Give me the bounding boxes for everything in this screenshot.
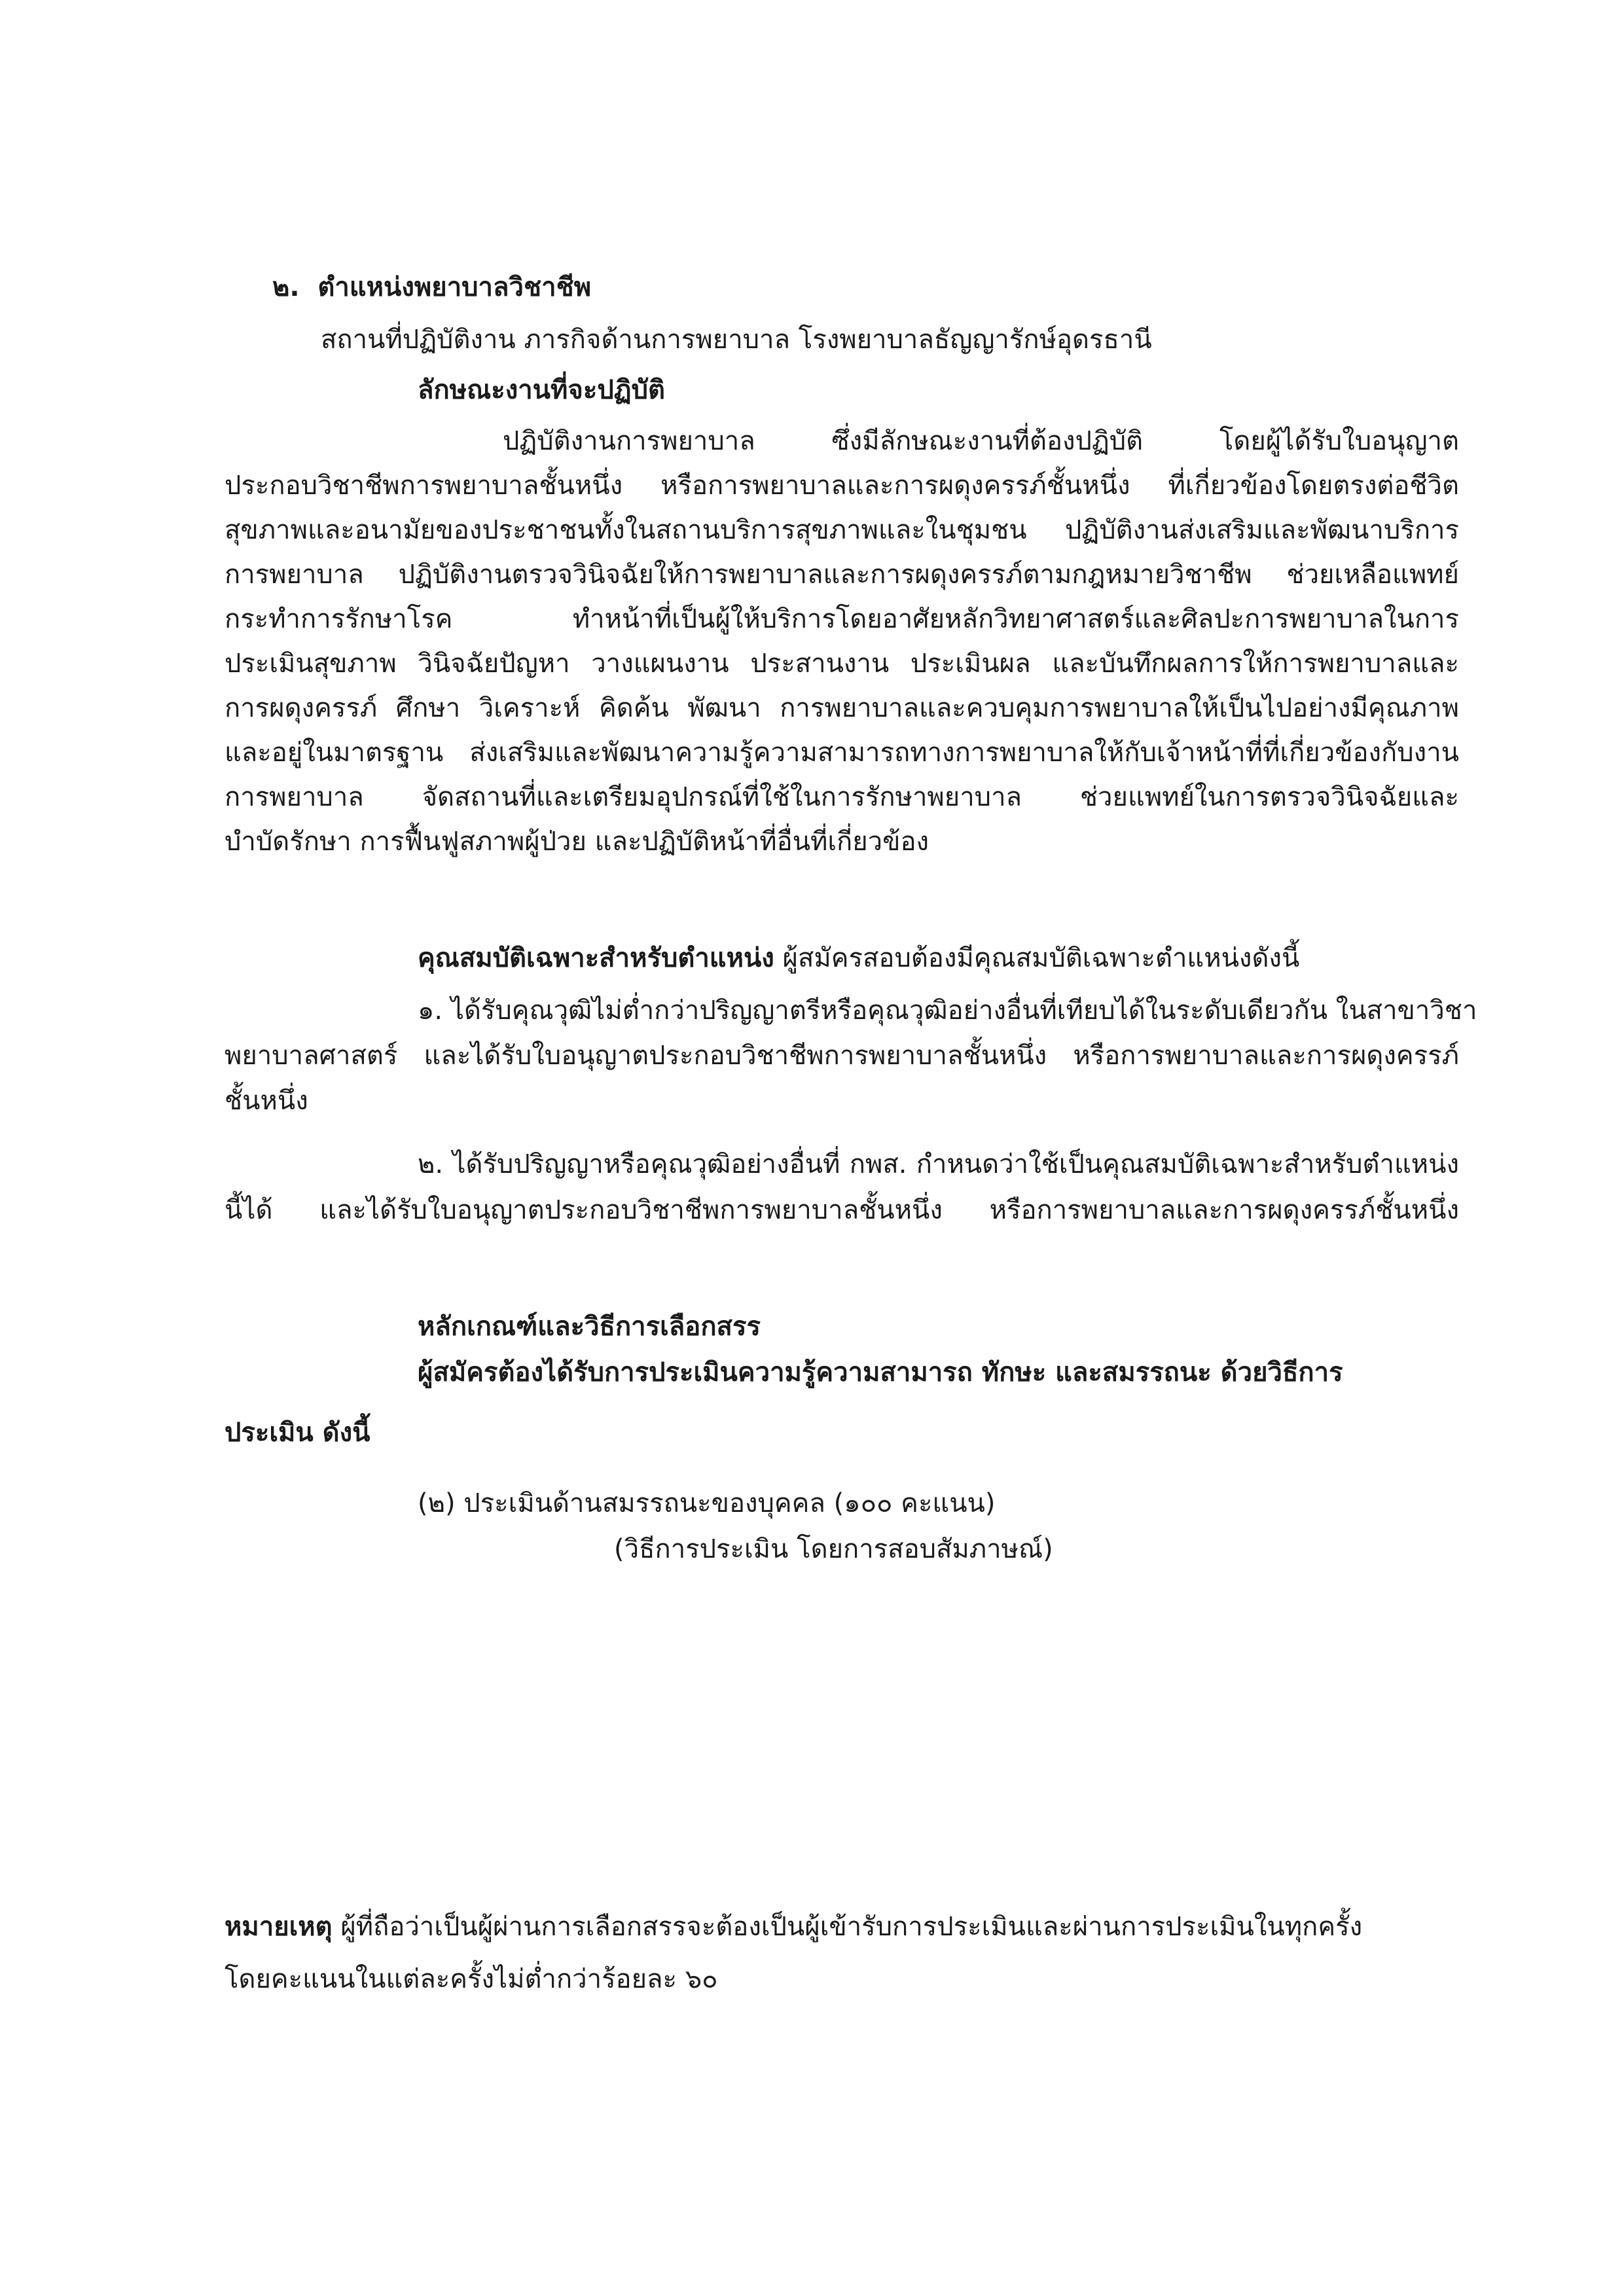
qualification-1-line: ๑. ได้รับคุณวุฒิไม่ต่ำกว่าปริญญาตรีหรือคุณวุฒิอย่างอื่นที่เทียบได้ในระดับเดียวกัน ในสาขาวิชา bbox=[418, 996, 1477, 1026]
assessment-method: (วิธีการประเมิน โดยการสอบสัมภาษณ์) bbox=[614, 1534, 1053, 1564]
job-description-heading: ลักษณะงานที่จะปฏิบัติ bbox=[418, 375, 665, 405]
selection-intro-continued: ประเมิน ดังนี้ bbox=[225, 1418, 370, 1448]
note-line bbox=[225, 1908, 1362, 1946]
section-number: ๒. bbox=[272, 272, 300, 302]
job-description-line: การผดุงครรภ์ ศึกษา วิเคราะห์ คิดค้น พัฒนา การพยาบาลและควบคุมการพยาบาลให้เป็นไปอย่างมีคุณภาพ bbox=[225, 693, 1459, 723]
note-label: หมายเหตุ bbox=[225, 1912, 333, 1942]
section-heading bbox=[272, 268, 591, 306]
qualification-1-line: ชั้นหนึ่ง bbox=[225, 1086, 308, 1116]
section-title: ตำแหน่งพยาบาลวิชาชีพ bbox=[317, 272, 592, 302]
qualifications-heading bbox=[418, 939, 1299, 977]
job-description-line: ปฏิบัติงานการพยาบาล ซึ่งมีลักษณะงานที่ต้องปฏิบัติ โดยผู้ได้รับใบอนุญาต bbox=[503, 426, 1459, 456]
selection-heading: หลักเกณฑ์และวิธีการเลือกสรร bbox=[418, 1312, 761, 1342]
job-description-line: กระทำการรักษาโรค ทำหน้าที่เป็นผู้ให้บริการโดยอาศัยหลักวิทยาศาสตร์และศิลปะการพยาบาลในการ bbox=[225, 604, 1459, 634]
qualifications-heading-rest: ผู้สมัครสอบต้องมีคุณสมบัติเฉพาะตำแหน่งดังนี้ bbox=[774, 943, 1300, 973]
job-description-line: สุขภาพและอนามัยของประชาชนทั้งในสถานบริการสุขภาพและในชุมชน ปฏิบัติงานส่งเสริมและพัฒนาบริการ bbox=[225, 515, 1459, 545]
job-description-line: การพยาบาล ปฏิบัติงานตรวจวินิจฉัยให้การพยาบาลและการผดุงครรภ์ตามกฎหมายวิชาชีพ ช่วยเหลือแพทย์ bbox=[225, 560, 1459, 590]
qualifications-heading-label: คุณสมบัติเฉพาะสำหรับตำแหน่ง bbox=[418, 943, 774, 973]
qualification-2-line: ๒. ได้รับปริญญาหรือคุณวุฒิอย่างอื่นที่ กพส. กำหนดว่าใช้เป็นคุณสมบัติเฉพาะสำหรับตำแหน่ง bbox=[418, 1149, 1459, 1179]
assessment-item: (๒) ประเมินด้านสมรรถนะของบุคคล (๑๐๐ คะแนน) bbox=[418, 1488, 996, 1518]
job-description-line: และอยู่ในมาตรฐาน ส่งเสริมและพัฒนาความรู้ความสามารถทางการพยาบาลให้กับเจ้าหน้าที่ที่เกี่ยวข้องกับงาน bbox=[225, 738, 1459, 768]
qualification-2-line: นี้ได้ และได้รับใบอนุญาตประกอบวิชาชีพการพยาบาลชั้นหนึ่ง หรือการพยาบาลและการผดุงครรภ์ชั้นหนึ่ง bbox=[225, 1195, 1459, 1225]
job-description-line: บำบัดรักษา การฟื้นฟูสภาพผู้ป่วย และปฏิบัติหน้าที่อื่นที่เกี่ยวข้อง bbox=[225, 827, 929, 857]
job-description-line: การพยาบาล จัดสถานที่และเตรียมอุปกรณ์ที่ใช้ในการรักษาพยาบาล ช่วยแพทย์ในการตรวจวินิจฉัยและ bbox=[225, 782, 1459, 812]
qualification-1-line: พยาบาลศาสตร์ และได้รับใบอนุญาตประกอบวิชาชีพการพยาบาลชั้นหนึ่ง หรือการพยาบาลและการผดุงครรภ์ bbox=[225, 1041, 1459, 1071]
selection-intro: ผู้สมัครต้องได้รับการประเมินความรู้ความสามารถ ทักษะ และสมรรถนะ ด้วยวิธีการ bbox=[418, 1357, 1343, 1388]
workplace-line: สถานที่ปฏิบัติงาน ภารกิจด้านการพยาบาล โรงพยาบาลธัญญารักษ์อุดรธานี bbox=[321, 325, 1152, 355]
job-description-line: ประกอบวิชาชีพการพยาบาลชั้นหนึ่ง หรือการพยาบาลและการผดุงครรภ์ชั้นหนึ่ง ที่เกี่ยวข้องโดยตรงต่อชีวิต bbox=[225, 471, 1459, 501]
note-line-continued: โดยคะแนนในแต่ละครั้งไม่ต่ำกว่าร้อยละ ๖๐ bbox=[225, 1964, 718, 1994]
note-text: ผู้ที่ถือว่าเป็นผู้ผ่านการเลือกสรรจะต้องเป็นผู้เข้ารับการประเมินและผ่านการประเมินในทุกครั้ง bbox=[332, 1912, 1363, 1942]
job-description-line: ประเมินสุขภาพ วินิจฉัยปัญหา วางแผนงาน ประสานงาน ประเมินผล และบันทึกผลการให้การพยาบาลและ bbox=[225, 649, 1459, 679]
